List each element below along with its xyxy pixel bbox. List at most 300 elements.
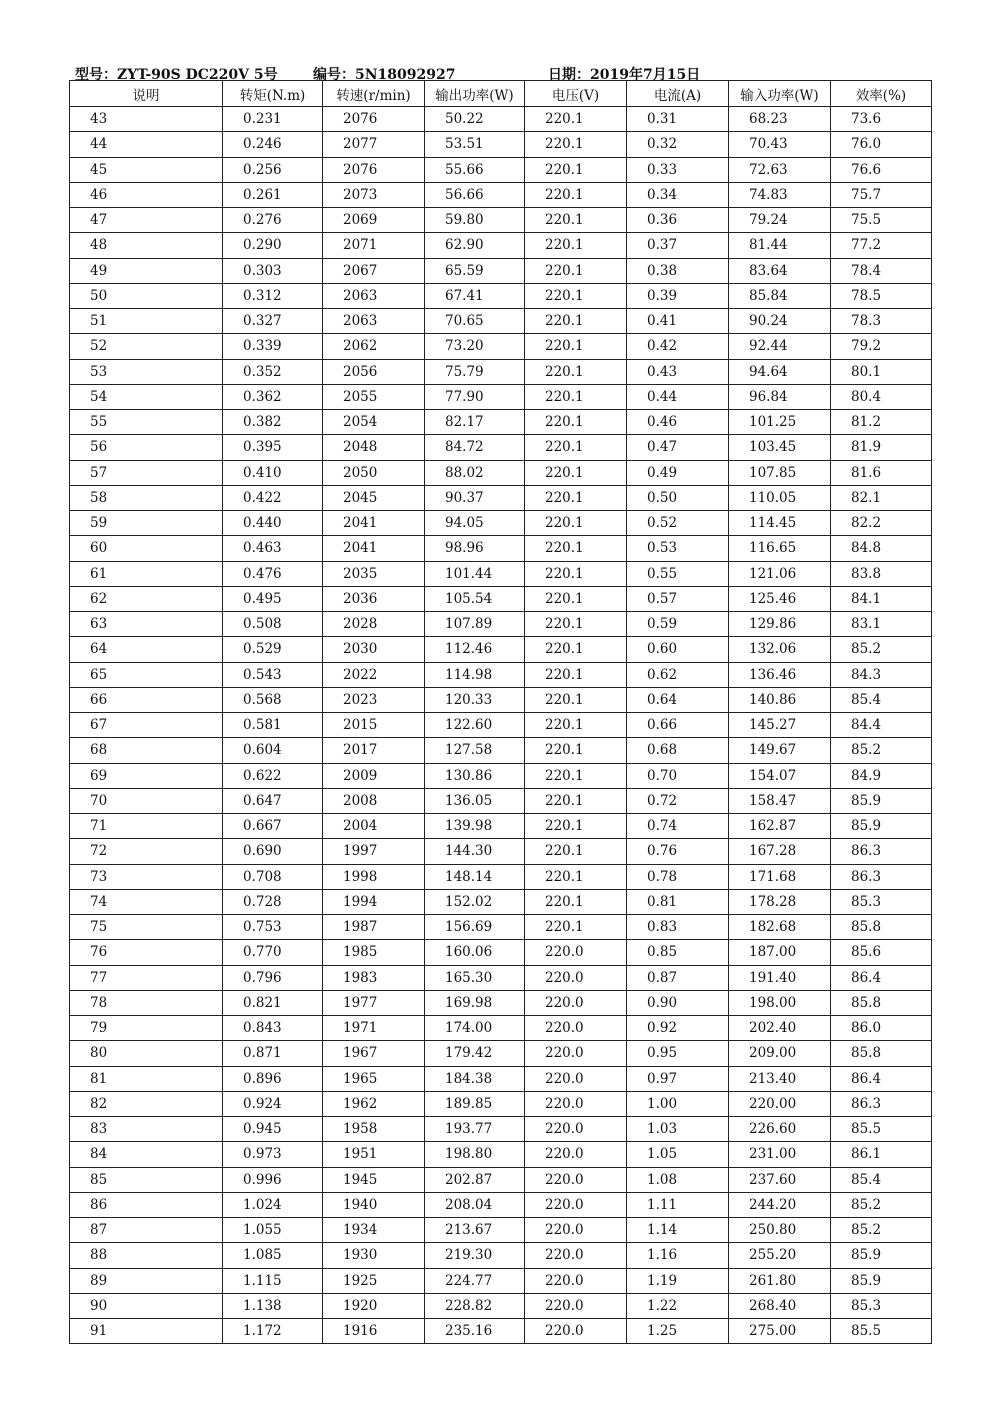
cell-efficiency: 85.2 xyxy=(831,1192,932,1217)
cell-torque: 0.871 xyxy=(223,1041,323,1066)
table-row xyxy=(70,107,932,132)
cell-current: 0.70 xyxy=(627,763,729,788)
cell-description: 74 xyxy=(70,889,223,914)
cell-speed: 1965 xyxy=(323,1066,425,1091)
cell-voltage: 220.1 xyxy=(525,788,627,813)
cell-output-power: 165.30 xyxy=(425,965,525,990)
cell-description: 89 xyxy=(70,1268,223,1293)
cell-torque: 0.463 xyxy=(223,536,323,561)
cell-voltage: 220.1 xyxy=(525,586,627,611)
cell-efficiency: 85.9 xyxy=(831,814,932,839)
table-row xyxy=(70,334,932,359)
cell-output-power: 179.42 xyxy=(425,1041,525,1066)
table-row xyxy=(70,1091,932,1116)
cell-current: 0.32 xyxy=(627,132,729,157)
cell-efficiency: 86.4 xyxy=(831,1066,932,1091)
cell-description: 55 xyxy=(70,410,223,435)
cell-speed: 2041 xyxy=(323,536,425,561)
cell-input-power: 92.44 xyxy=(729,334,831,359)
cell-efficiency: 86.3 xyxy=(831,1091,932,1116)
cell-description: 45 xyxy=(70,157,223,182)
cell-speed: 2073 xyxy=(323,182,425,207)
cell-torque: 0.667 xyxy=(223,814,323,839)
cell-speed: 1945 xyxy=(323,1167,425,1192)
cell-voltage: 220.1 xyxy=(525,864,627,889)
cell-current: 0.85 xyxy=(627,940,729,965)
cell-description: 66 xyxy=(70,687,223,712)
cell-output-power: 56.66 xyxy=(425,182,525,207)
cell-efficiency: 85.2 xyxy=(831,738,932,763)
cell-current: 0.62 xyxy=(627,662,729,687)
cell-efficiency: 75.5 xyxy=(831,208,932,233)
cell-input-power: 125.46 xyxy=(729,586,831,611)
table-row xyxy=(70,738,932,763)
cell-efficiency: 86.4 xyxy=(831,965,932,990)
cell-current: 0.95 xyxy=(627,1041,729,1066)
cell-voltage: 220.1 xyxy=(525,334,627,359)
cell-efficiency: 85.8 xyxy=(831,915,932,940)
cell-output-power: 219.30 xyxy=(425,1243,525,1268)
table-row xyxy=(70,561,932,586)
cell-speed: 2008 xyxy=(323,788,425,813)
cell-current: 1.11 xyxy=(627,1192,729,1217)
table-row xyxy=(70,1192,932,1217)
cell-speed: 2050 xyxy=(323,460,425,485)
cell-description: 52 xyxy=(70,334,223,359)
cell-description: 83 xyxy=(70,1117,223,1142)
cell-description: 91 xyxy=(70,1319,223,1344)
cell-input-power: 121.06 xyxy=(729,561,831,586)
cell-torque: 1.085 xyxy=(223,1243,323,1268)
cell-current: 0.57 xyxy=(627,586,729,611)
cell-input-power: 83.64 xyxy=(729,258,831,283)
cell-description: 88 xyxy=(70,1243,223,1268)
cell-output-power: 53.51 xyxy=(425,132,525,157)
cell-torque: 0.508 xyxy=(223,612,323,637)
cell-torque: 0.843 xyxy=(223,1016,323,1041)
cell-description: 57 xyxy=(70,460,223,485)
cell-current: 0.72 xyxy=(627,788,729,813)
cell-voltage: 220.1 xyxy=(525,889,627,914)
cell-voltage: 220.1 xyxy=(525,637,627,662)
cell-current: 0.42 xyxy=(627,334,729,359)
cell-efficiency: 81.9 xyxy=(831,435,932,460)
cell-output-power: 127.58 xyxy=(425,738,525,763)
cell-voltage: 220.1 xyxy=(525,738,627,763)
cell-speed: 1930 xyxy=(323,1243,425,1268)
cell-current: 0.97 xyxy=(627,1066,729,1091)
cell-speed: 2030 xyxy=(323,637,425,662)
cell-voltage: 220.1 xyxy=(525,208,627,233)
cell-efficiency: 85.9 xyxy=(831,1268,932,1293)
cell-voltage: 220.1 xyxy=(525,107,627,132)
cell-voltage: 220.1 xyxy=(525,612,627,637)
cell-input-power: 90.24 xyxy=(729,309,831,334)
table-row xyxy=(70,915,932,940)
cell-description: 71 xyxy=(70,814,223,839)
cell-current: 0.55 xyxy=(627,561,729,586)
cell-input-power: 149.67 xyxy=(729,738,831,763)
cell-speed: 2004 xyxy=(323,814,425,839)
cell-output-power: 152.02 xyxy=(425,889,525,914)
cell-voltage: 220.0 xyxy=(525,1142,627,1167)
cell-output-power: 174.00 xyxy=(425,1016,525,1041)
cell-efficiency: 86.3 xyxy=(831,864,932,889)
cell-torque: 0.770 xyxy=(223,940,323,965)
cell-efficiency: 84.8 xyxy=(831,536,932,561)
cell-current: 0.90 xyxy=(627,990,729,1015)
cell-description: 86 xyxy=(70,1192,223,1217)
table-row xyxy=(70,1319,932,1344)
cell-speed: 1987 xyxy=(323,915,425,940)
table-row xyxy=(70,687,932,712)
cell-efficiency: 85.3 xyxy=(831,889,932,914)
cell-speed: 1977 xyxy=(323,990,425,1015)
table-row xyxy=(70,410,932,435)
cell-current: 0.49 xyxy=(627,460,729,485)
cell-description: 75 xyxy=(70,915,223,940)
cell-current: 0.39 xyxy=(627,283,729,308)
cell-torque: 0.568 xyxy=(223,687,323,712)
cell-input-power: 145.27 xyxy=(729,713,831,738)
cell-torque: 0.896 xyxy=(223,1066,323,1091)
cell-output-power: 84.72 xyxy=(425,435,525,460)
cell-current: 0.36 xyxy=(627,208,729,233)
cell-input-power: 103.45 xyxy=(729,435,831,460)
cell-voltage: 220.1 xyxy=(525,687,627,712)
cell-current: 1.14 xyxy=(627,1218,729,1243)
column-header-input-power: 输入功率(W) xyxy=(729,81,831,107)
cell-input-power: 171.68 xyxy=(729,864,831,889)
cell-output-power: 198.80 xyxy=(425,1142,525,1167)
cell-voltage: 220.1 xyxy=(525,561,627,586)
cell-speed: 1940 xyxy=(323,1192,425,1217)
cell-efficiency: 85.9 xyxy=(831,788,932,813)
cell-description: 49 xyxy=(70,258,223,283)
table-row xyxy=(70,839,932,864)
cell-output-power: 228.82 xyxy=(425,1293,525,1318)
date-label: 日期：2019年7月15日 xyxy=(548,67,701,83)
cell-input-power: 107.85 xyxy=(729,460,831,485)
cell-output-power: 65.59 xyxy=(425,258,525,283)
cell-efficiency: 76.6 xyxy=(831,157,932,182)
cell-speed: 1962 xyxy=(323,1091,425,1116)
cell-torque: 0.410 xyxy=(223,460,323,485)
cell-torque: 0.495 xyxy=(223,586,323,611)
cell-voltage: 220.1 xyxy=(525,435,627,460)
cell-voltage: 220.1 xyxy=(525,511,627,536)
cell-output-power: 55.66 xyxy=(425,157,525,182)
cell-input-power: 191.40 xyxy=(729,965,831,990)
serial-number-label: 编号：5N18092927 xyxy=(313,67,456,83)
cell-current: 1.25 xyxy=(627,1319,729,1344)
cell-efficiency: 85.5 xyxy=(831,1117,932,1142)
cell-current: 0.33 xyxy=(627,157,729,182)
cell-torque: 0.261 xyxy=(223,182,323,207)
cell-speed: 2017 xyxy=(323,738,425,763)
cell-efficiency: 81.2 xyxy=(831,410,932,435)
table-row xyxy=(70,233,932,258)
cell-output-power: 114.98 xyxy=(425,662,525,687)
cell-description: 64 xyxy=(70,637,223,662)
cell-input-power: 116.65 xyxy=(729,536,831,561)
cell-speed: 1971 xyxy=(323,1016,425,1041)
cell-torque: 0.231 xyxy=(223,107,323,132)
cell-efficiency: 85.4 xyxy=(831,1167,932,1192)
cell-current: 0.68 xyxy=(627,738,729,763)
table-row xyxy=(70,788,932,813)
cell-current: 0.60 xyxy=(627,637,729,662)
cell-output-power: 88.02 xyxy=(425,460,525,485)
cell-input-power: 268.40 xyxy=(729,1293,831,1318)
cell-speed: 1997 xyxy=(323,839,425,864)
cell-output-power: 224.77 xyxy=(425,1268,525,1293)
column-header-voltage: 电压(V) xyxy=(525,81,627,107)
cell-output-power: 112.46 xyxy=(425,637,525,662)
cell-voltage: 220.0 xyxy=(525,1243,627,1268)
cell-input-power: 198.00 xyxy=(729,990,831,1015)
cell-current: 0.92 xyxy=(627,1016,729,1041)
cell-torque: 1.138 xyxy=(223,1293,323,1318)
cell-speed: 1934 xyxy=(323,1218,425,1243)
cell-voltage: 220.1 xyxy=(525,662,627,687)
column-header-current: 电流(A) xyxy=(627,81,729,107)
cell-torque: 1.055 xyxy=(223,1218,323,1243)
cell-torque: 0.529 xyxy=(223,637,323,662)
cell-input-power: 68.23 xyxy=(729,107,831,132)
table-row xyxy=(70,157,932,182)
cell-input-power: 94.64 xyxy=(729,359,831,384)
table-row xyxy=(70,485,932,510)
table-row xyxy=(70,182,932,207)
cell-input-power: 167.28 xyxy=(729,839,831,864)
cell-efficiency: 76.0 xyxy=(831,132,932,157)
cell-torque: 0.796 xyxy=(223,965,323,990)
cell-torque: 0.945 xyxy=(223,1117,323,1142)
cell-voltage: 220.1 xyxy=(525,233,627,258)
column-header-efficiency: 效率(%) xyxy=(831,81,932,107)
cell-input-power: 187.00 xyxy=(729,940,831,965)
cell-description: 87 xyxy=(70,1218,223,1243)
cell-input-power: 255.20 xyxy=(729,1243,831,1268)
cell-current: 0.44 xyxy=(627,384,729,409)
cell-input-power: 132.06 xyxy=(729,637,831,662)
table-row xyxy=(70,309,932,334)
cell-speed: 2067 xyxy=(323,258,425,283)
cell-efficiency: 86.0 xyxy=(831,1016,932,1041)
cell-description: 80 xyxy=(70,1041,223,1066)
cell-voltage: 220.0 xyxy=(525,1192,627,1217)
cell-speed: 2071 xyxy=(323,233,425,258)
cell-description: 58 xyxy=(70,485,223,510)
cell-speed: 1925 xyxy=(323,1268,425,1293)
cell-input-power: 85.84 xyxy=(729,283,831,308)
cell-description: 65 xyxy=(70,662,223,687)
cell-input-power: 244.20 xyxy=(729,1192,831,1217)
cell-torque: 0.581 xyxy=(223,713,323,738)
cell-output-power: 98.96 xyxy=(425,536,525,561)
table-row xyxy=(70,208,932,233)
cell-input-power: 96.84 xyxy=(729,384,831,409)
cell-voltage: 220.1 xyxy=(525,410,627,435)
cell-voltage: 220.1 xyxy=(525,839,627,864)
cell-efficiency: 84.4 xyxy=(831,713,932,738)
cell-output-power: 70.65 xyxy=(425,309,525,334)
table-row xyxy=(70,1293,932,1318)
cell-output-power: 193.77 xyxy=(425,1117,525,1142)
cell-voltage: 220.0 xyxy=(525,1319,627,1344)
cell-voltage: 220.1 xyxy=(525,157,627,182)
table-row xyxy=(70,965,932,990)
cell-description: 46 xyxy=(70,182,223,207)
cell-efficiency: 85.3 xyxy=(831,1293,932,1318)
cell-output-power: 101.44 xyxy=(425,561,525,586)
cell-voltage: 220.1 xyxy=(525,384,627,409)
cell-input-power: 110.05 xyxy=(729,485,831,510)
cell-speed: 2063 xyxy=(323,283,425,308)
cell-voltage: 220.0 xyxy=(525,1268,627,1293)
cell-voltage: 220.1 xyxy=(525,460,627,485)
cell-current: 0.81 xyxy=(627,889,729,914)
table-row xyxy=(70,612,932,637)
cell-voltage: 220.0 xyxy=(525,1066,627,1091)
cell-torque: 0.352 xyxy=(223,359,323,384)
cell-torque: 0.604 xyxy=(223,738,323,763)
cell-description: 53 xyxy=(70,359,223,384)
cell-output-power: 189.85 xyxy=(425,1091,525,1116)
cell-efficiency: 83.8 xyxy=(831,561,932,586)
cell-speed: 1998 xyxy=(323,864,425,889)
cell-efficiency: 78.4 xyxy=(831,258,932,283)
cell-input-power: 114.45 xyxy=(729,511,831,536)
cell-voltage: 220.1 xyxy=(525,182,627,207)
table-row xyxy=(70,864,932,889)
cell-speed: 2062 xyxy=(323,334,425,359)
cell-description: 56 xyxy=(70,435,223,460)
cell-output-power: 82.17 xyxy=(425,410,525,435)
cell-output-power: 59.80 xyxy=(425,208,525,233)
table-row xyxy=(70,258,932,283)
cell-current: 1.05 xyxy=(627,1142,729,1167)
cell-input-power: 237.60 xyxy=(729,1167,831,1192)
cell-efficiency: 86.3 xyxy=(831,839,932,864)
cell-current: 0.43 xyxy=(627,359,729,384)
cell-description: 50 xyxy=(70,283,223,308)
cell-speed: 1951 xyxy=(323,1142,425,1167)
cell-torque: 0.312 xyxy=(223,283,323,308)
cell-current: 0.87 xyxy=(627,965,729,990)
cell-description: 76 xyxy=(70,940,223,965)
cell-current: 0.31 xyxy=(627,107,729,132)
cell-current: 0.64 xyxy=(627,687,729,712)
cell-speed: 2069 xyxy=(323,208,425,233)
cell-voltage: 220.0 xyxy=(525,1293,627,1318)
cell-torque: 0.924 xyxy=(223,1091,323,1116)
cell-torque: 1.115 xyxy=(223,1268,323,1293)
cell-efficiency: 83.1 xyxy=(831,612,932,637)
table-row xyxy=(70,637,932,662)
cell-torque: 1.024 xyxy=(223,1192,323,1217)
cell-voltage: 220.0 xyxy=(525,1117,627,1142)
cell-description: 90 xyxy=(70,1293,223,1318)
cell-torque: 0.622 xyxy=(223,763,323,788)
cell-description: 59 xyxy=(70,511,223,536)
cell-torque: 0.327 xyxy=(223,309,323,334)
cell-description: 43 xyxy=(70,107,223,132)
cell-efficiency: 85.5 xyxy=(831,1319,932,1344)
cell-current: 0.66 xyxy=(627,713,729,738)
cell-speed: 2055 xyxy=(323,384,425,409)
cell-description: 61 xyxy=(70,561,223,586)
cell-current: 0.50 xyxy=(627,485,729,510)
cell-description: 85 xyxy=(70,1167,223,1192)
table-row xyxy=(70,990,932,1015)
cell-current: 1.08 xyxy=(627,1167,729,1192)
cell-torque: 0.303 xyxy=(223,258,323,283)
cell-voltage: 220.1 xyxy=(525,485,627,510)
cell-description: 82 xyxy=(70,1091,223,1116)
cell-output-power: 62.90 xyxy=(425,233,525,258)
cell-description: 51 xyxy=(70,309,223,334)
table-row xyxy=(70,511,932,536)
cell-efficiency: 78.5 xyxy=(831,283,932,308)
cell-description: 79 xyxy=(70,1016,223,1041)
cell-speed: 2063 xyxy=(323,309,425,334)
cell-efficiency: 85.2 xyxy=(831,1218,932,1243)
cell-input-power: 158.47 xyxy=(729,788,831,813)
cell-input-power: 261.80 xyxy=(729,1268,831,1293)
table-row xyxy=(70,384,932,409)
cell-torque: 0.647 xyxy=(223,788,323,813)
cell-description: 48 xyxy=(70,233,223,258)
cell-description: 78 xyxy=(70,990,223,1015)
cell-output-power: 156.69 xyxy=(425,915,525,940)
cell-torque: 0.708 xyxy=(223,864,323,889)
cell-efficiency: 75.7 xyxy=(831,182,932,207)
cell-output-power: 213.67 xyxy=(425,1218,525,1243)
cell-speed: 2009 xyxy=(323,763,425,788)
cell-current: 0.38 xyxy=(627,258,729,283)
cell-description: 84 xyxy=(70,1142,223,1167)
cell-output-power: 160.06 xyxy=(425,940,525,965)
cell-output-power: 184.38 xyxy=(425,1066,525,1091)
cell-input-power: 226.60 xyxy=(729,1117,831,1142)
cell-torque: 0.246 xyxy=(223,132,323,157)
cell-output-power: 90.37 xyxy=(425,485,525,510)
cell-efficiency: 81.6 xyxy=(831,460,932,485)
cell-voltage: 220.0 xyxy=(525,965,627,990)
cell-voltage: 220.1 xyxy=(525,258,627,283)
cell-output-power: 208.04 xyxy=(425,1192,525,1217)
cell-current: 0.52 xyxy=(627,511,729,536)
cell-torque: 0.276 xyxy=(223,208,323,233)
table-row xyxy=(70,132,932,157)
cell-input-power: 101.25 xyxy=(729,410,831,435)
cell-current: 1.16 xyxy=(627,1243,729,1268)
table-row xyxy=(70,814,932,839)
table-row xyxy=(70,283,932,308)
cell-efficiency: 77.2 xyxy=(831,233,932,258)
table-row xyxy=(70,1041,932,1066)
model-label: 型号：ZYT-90S DC220V 5号 xyxy=(75,67,278,83)
cell-current: 0.78 xyxy=(627,864,729,889)
cell-current: 1.00 xyxy=(627,1091,729,1116)
cell-current: 0.59 xyxy=(627,612,729,637)
cell-current: 0.34 xyxy=(627,182,729,207)
cell-description: 68 xyxy=(70,738,223,763)
cell-description: 62 xyxy=(70,586,223,611)
cell-voltage: 220.1 xyxy=(525,814,627,839)
